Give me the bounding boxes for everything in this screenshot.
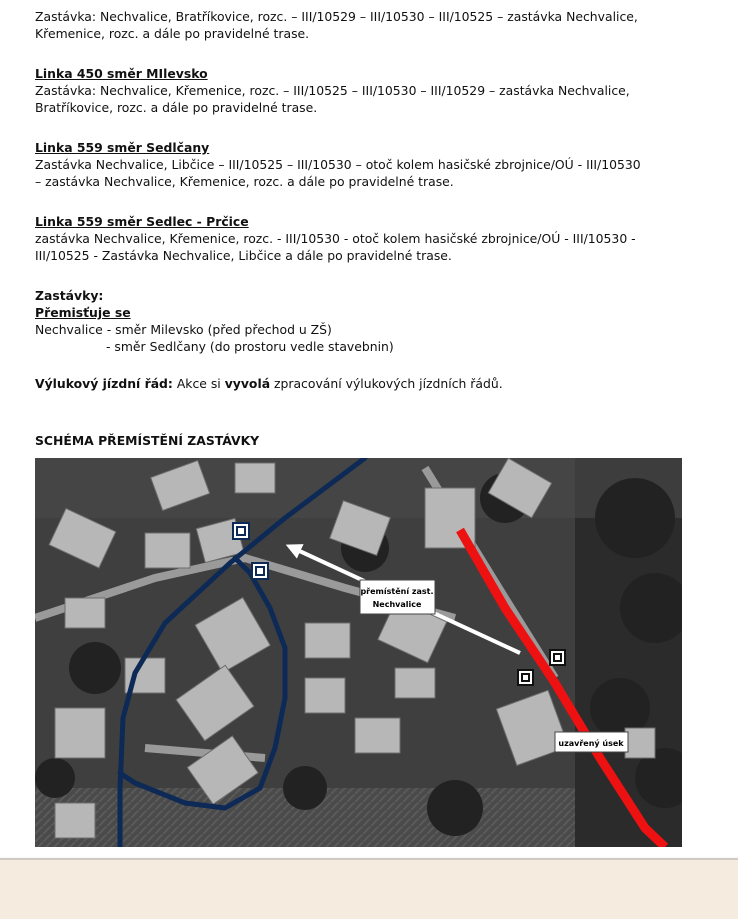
label-stop-move-line1: přemístění zast. bbox=[360, 587, 434, 596]
section-stops bbox=[35, 287, 705, 355]
text-line: - směr Sedlčany (do prostoru vedle stavebnin) bbox=[106, 339, 394, 354]
section-linka-559-sedlec bbox=[35, 213, 705, 264]
section-linka-559-sedlcany bbox=[35, 139, 705, 190]
text-line: – zastávka Nechvalice, Křemenice, rozc. a dále po pravidelné trase. bbox=[35, 174, 454, 189]
label-closed-text: uzavřený úsek bbox=[558, 739, 624, 748]
text-bold: vyvolá bbox=[224, 376, 271, 391]
section-subheading: Přemisťuje se bbox=[35, 305, 131, 320]
text-line: Zastávka Nechvalice, Libčice – III/10525 – III/10530 – otoč kolem hasičské zbrojnice/OÚ - III/10530 bbox=[35, 157, 641, 172]
viewer-background bbox=[0, 860, 738, 919]
text-line: zastávka Nechvalice, Křemenice, rozc. - III/10530 - otoč kolem hasičské zbrojnice/OÚ - III/10530 - bbox=[35, 231, 636, 246]
label-stop-move-line2: Nechvalice bbox=[372, 600, 422, 609]
old-stop-marker bbox=[550, 650, 565, 665]
text-line: Nechvalice - směr Milevsko (před přechod u ZŠ) bbox=[35, 322, 332, 337]
section-heading: Linka 559 směr Sedlčany bbox=[35, 140, 210, 155]
section-heading: Zastávky: bbox=[35, 288, 104, 303]
section-heading: Linka 559 směr Sedlec - Prčice bbox=[35, 214, 249, 229]
bus-stop-marker bbox=[252, 563, 268, 579]
text-line: Křemenice, rozc. a dále po pravidelné trase. bbox=[35, 26, 310, 41]
text-span: zpracování výlukových jízdních řádů. bbox=[270, 376, 503, 391]
text-line: Zastávka: Nechvalice, Křemenice, rozc. – III/10525 – III/10530 – III/10529 – zastávka Nechvalice, bbox=[35, 83, 630, 98]
text-span: Akce si bbox=[172, 376, 225, 391]
aerial-map-svg bbox=[35, 458, 682, 847]
paragraph-route-intro bbox=[35, 8, 705, 42]
text-line: Bratříkovice, rozc. a dále po pravidelné trase. bbox=[35, 100, 318, 115]
bus-stop-marker bbox=[233, 523, 249, 539]
label-closed-section bbox=[555, 732, 628, 752]
old-stop-marker bbox=[518, 670, 533, 685]
label-stop-move bbox=[360, 580, 435, 614]
section-heading: Linka 450 směr MIlevsko bbox=[35, 66, 208, 81]
text-line: Zastávka: Nechvalice, Bratříkovice, rozc. – III/10529 – III/10530 – III/10525 – zastávka Nechvalice, bbox=[35, 9, 638, 24]
timetable-note bbox=[35, 375, 705, 392]
timetable-label: Výlukový jízdní řád: bbox=[35, 376, 173, 391]
aerial-map-photo bbox=[35, 458, 682, 847]
schema-title: SCHÉMA PŘEMÍSTĚNÍ ZASTÁVKY bbox=[35, 433, 260, 448]
text-line: III/10525 - Zastávka Nechvalice, Libčice a dále po pravidelné trase. bbox=[35, 248, 452, 263]
section-linka-450 bbox=[35, 65, 705, 116]
